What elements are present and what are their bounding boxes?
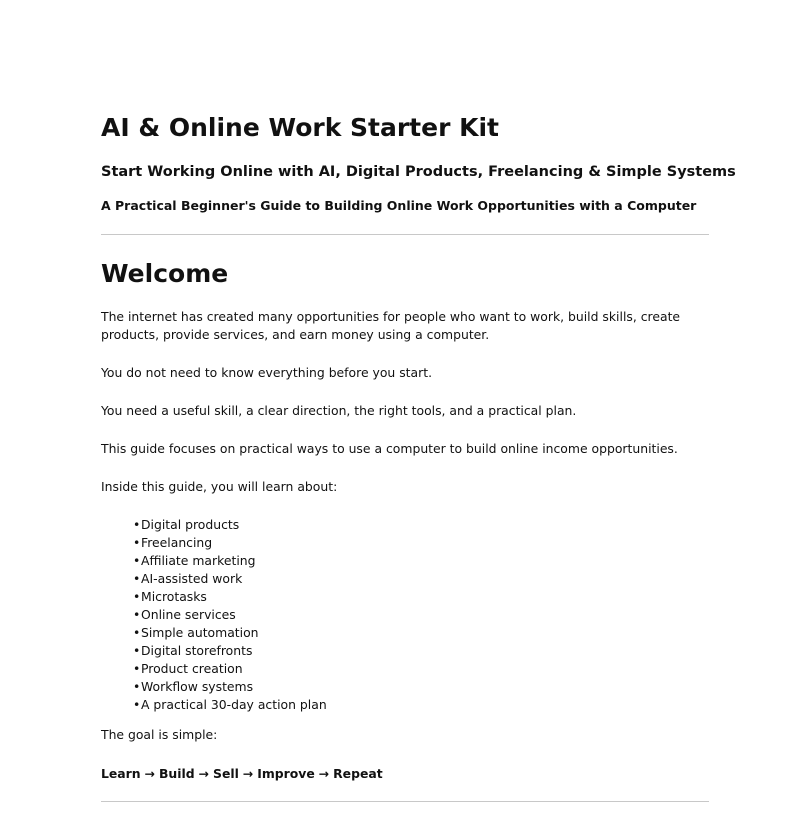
topics-intro: Inside this guide, you will learn about: [101,479,338,494]
bullet-icon: • [133,535,141,550]
list-item-label: AI-assisted work [141,571,243,586]
bullet-icon: • [133,517,141,532]
focus-paragraph: This guide focuses on practical ways to use a computer to build online income opportunities. [101,441,678,456]
list-item [133,606,327,624]
section-divider [101,234,709,235]
list-item-label: Simple automation [141,625,259,640]
list-item-label: Digital products [141,517,240,532]
goal-intro: The goal is simple: [101,727,218,742]
list-item [133,534,327,552]
bullet-icon: • [133,697,141,712]
list-item [133,660,327,678]
section-divider [101,801,709,802]
list-item [133,678,327,696]
list-item [133,552,327,570]
bullet-icon: • [133,607,141,622]
list-item [133,624,327,642]
bullet-icon: • [133,661,141,676]
start-paragraph: You do not need to know everything before you start. [101,365,433,380]
list-item-label: Workflow systems [141,679,254,694]
document-tagline: A Practical Beginner's Guide to Building Online Work Opportunities with a Computer [101,198,697,213]
bullet-icon: • [133,679,141,694]
list-item-label: Online services [141,607,236,622]
arrow-right-icon: → [242,766,254,781]
list-item-label: Product creation [141,661,243,676]
cycle-step: Repeat [333,766,383,781]
cycle-step: Learn [101,766,141,781]
list-item [133,642,327,660]
list-item-label: Microtasks [141,589,207,604]
learn-build-cycle [101,765,383,783]
list-item [133,588,327,606]
bullet-icon: • [133,643,141,658]
list-item [133,570,327,588]
cycle-step: Improve [257,766,315,781]
list-item-label: A practical 30-day action plan [141,697,327,712]
arrow-right-icon: → [318,766,330,781]
welcome-heading: Welcome [101,259,229,288]
list-item [133,696,327,714]
arrow-right-icon: → [198,766,210,781]
list-item-label: Affiliate marketing [141,553,256,568]
topic-list [133,516,327,714]
document-title: AI & Online Work Starter Kit [101,113,500,142]
cycle-step: Build [158,766,195,781]
document-subtitle: Start Working Online with AI, Digital Products, Freelancing & Simple Systems [101,164,736,180]
list-item [133,516,327,534]
bullet-icon: • [133,553,141,568]
list-item-label: Digital storefronts [141,643,253,658]
bullet-icon: • [133,589,141,604]
intro-paragraph: The internet has created many opportunities for people who want to work, build skills, create products, provide services, and earn money using a computer. [101,309,681,342]
needs-paragraph: You need a useful skill, a clear direction, the right tools, and a practical plan. [101,403,577,418]
list-item-label: Freelancing [141,535,213,550]
arrow-right-icon: → [144,766,155,781]
bullet-icon: • [133,571,141,586]
cycle-step: Sell [213,766,239,781]
bullet-icon: • [133,625,141,640]
